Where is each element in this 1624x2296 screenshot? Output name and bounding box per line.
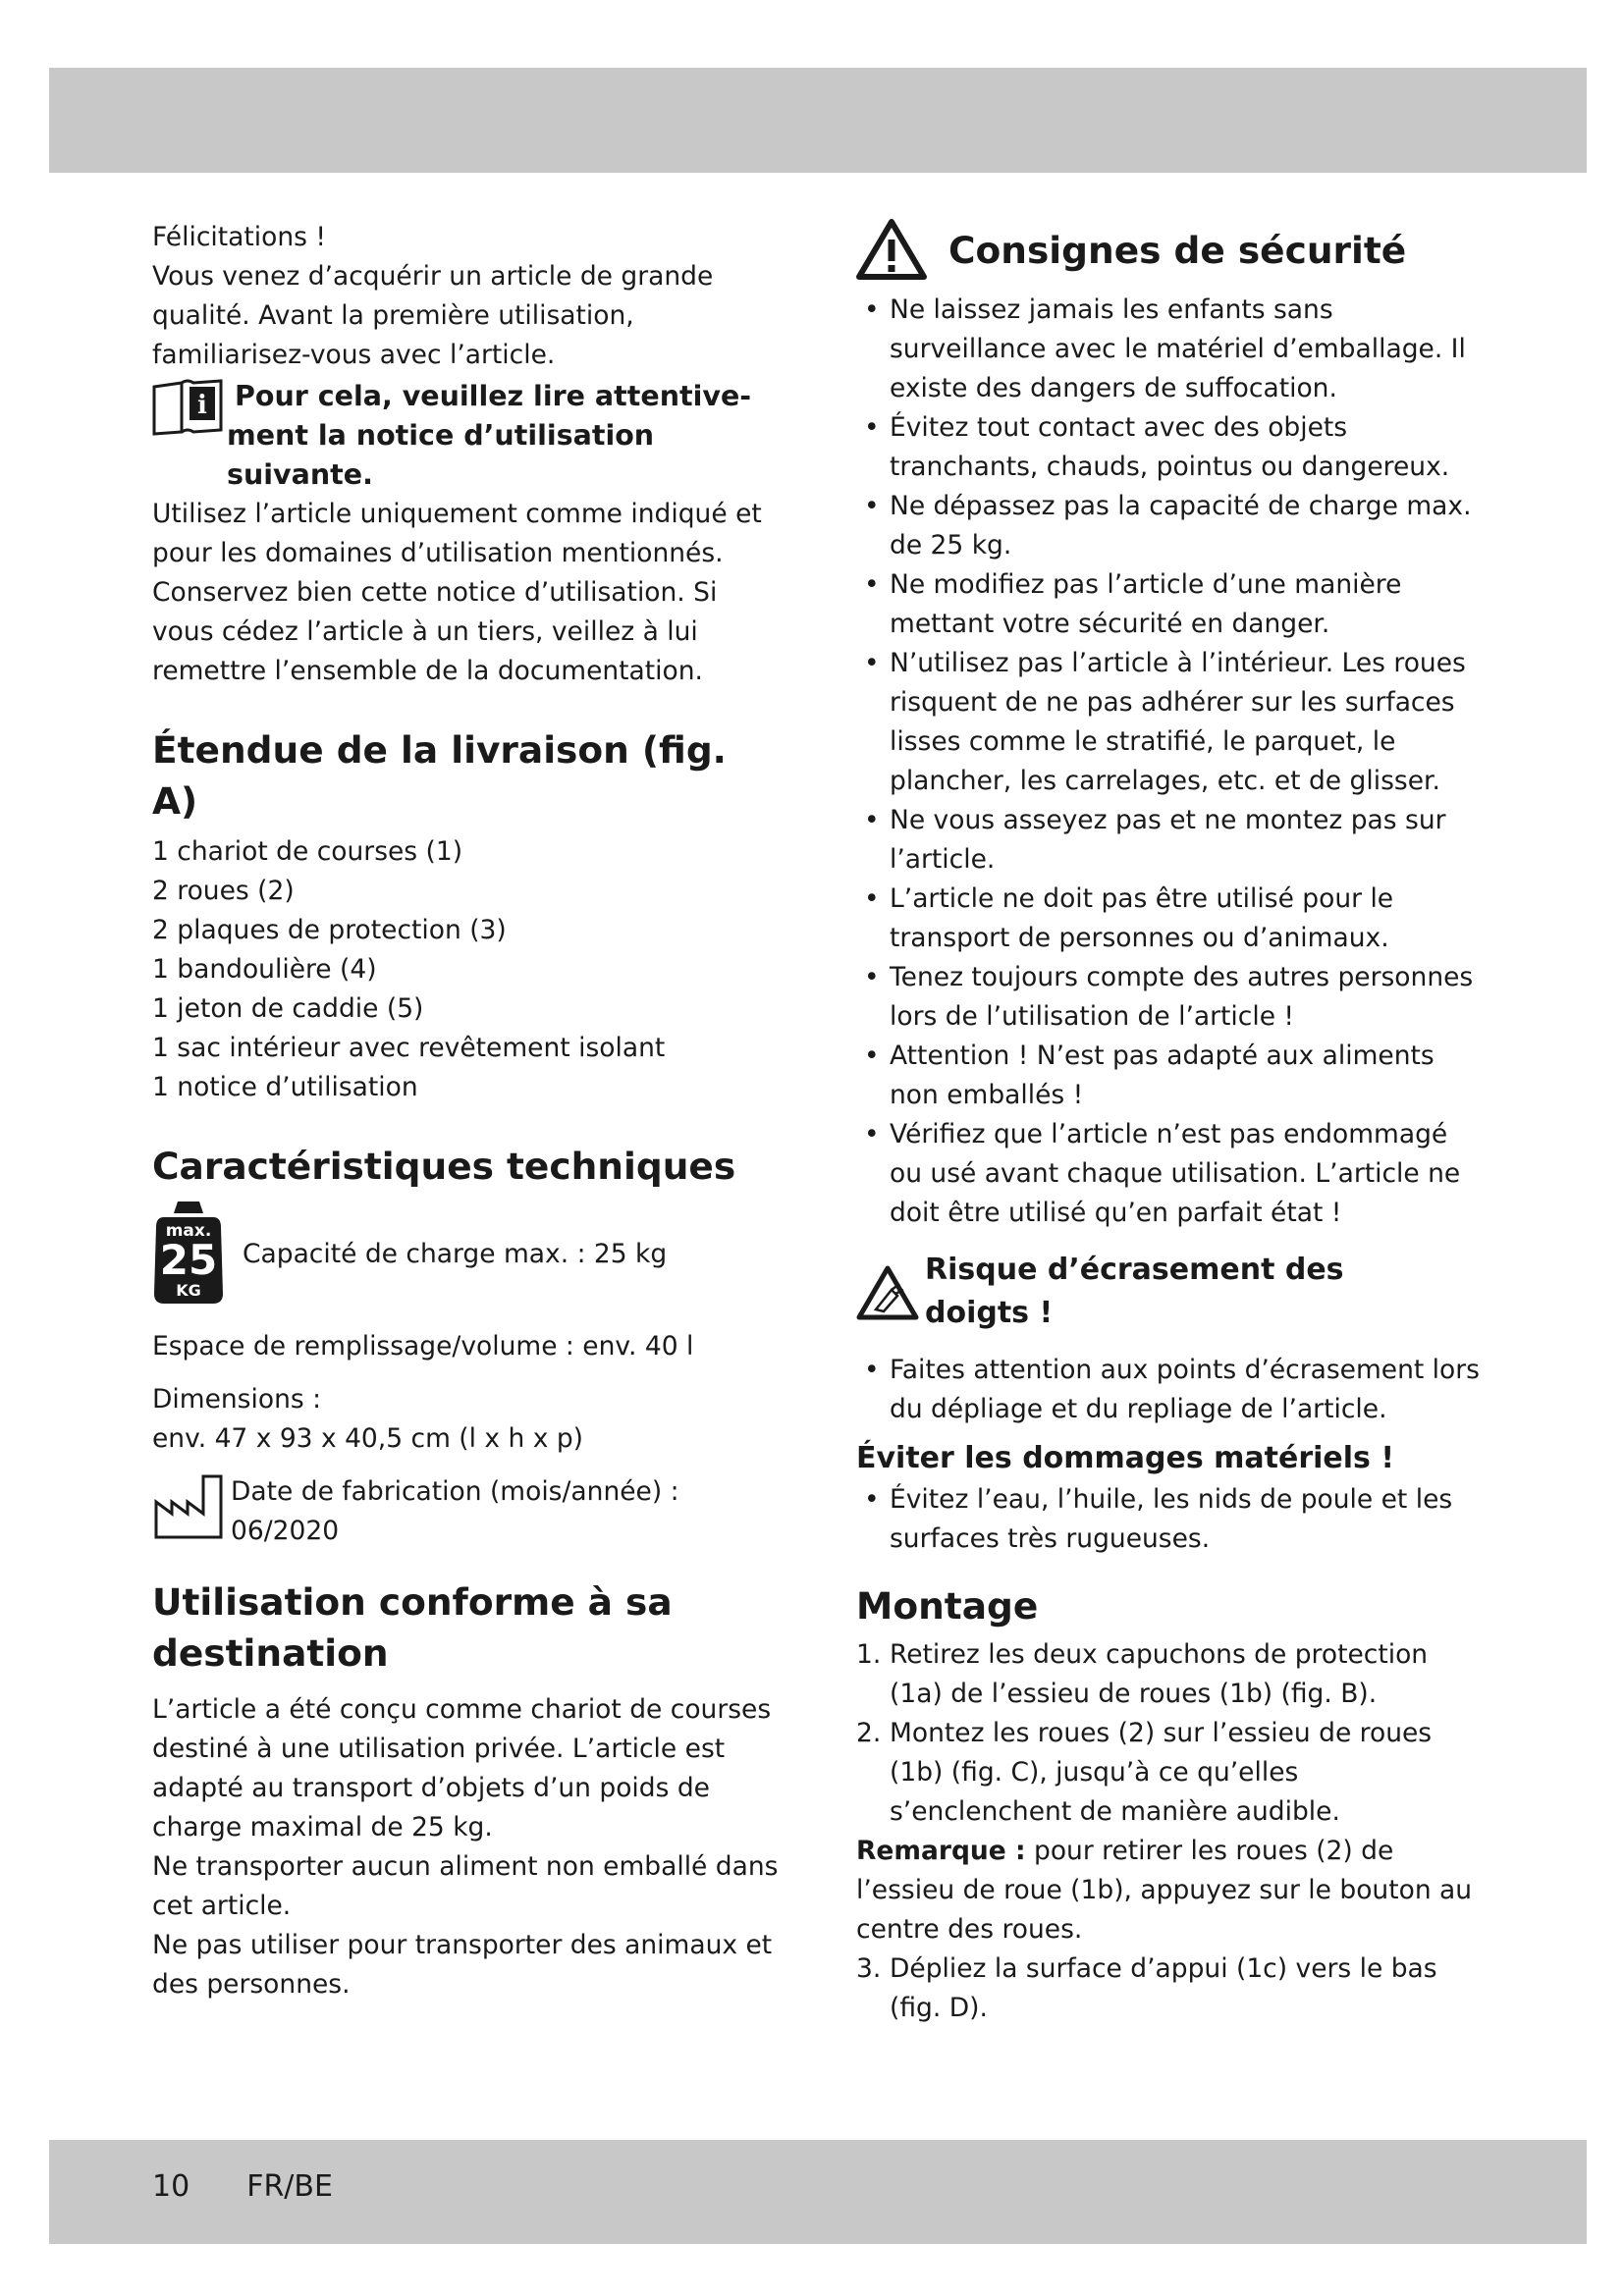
- manufacture-label: Date de fabrication (mois/année) :: [231, 1476, 679, 1507]
- intro-text: Vous venez d’acquérir un article de grande qualité. Avant la première utilisation, familiarisez-vous avec l’article.: [152, 261, 714, 370]
- safety-item: • Ne vous asseyez pas et ne montez pas sur l’article.: [856, 801, 1485, 880]
- damage-item: • Évitez l’eau, l’huile, les nids de poule et les surfaces très rugueuses.: [856, 1480, 1485, 1559]
- manufacture-row: [152, 1472, 781, 1551]
- delivery-item: 2 plaques de protection (3): [152, 915, 507, 945]
- weight-icon-max: max.: [165, 1221, 212, 1241]
- dimensions-label: Dimensions :: [152, 1384, 322, 1415]
- assembly-step-number: 1.: [856, 1639, 882, 1670]
- delivery-item: 2 roues (2): [152, 876, 295, 906]
- assembly-step: [856, 1714, 1485, 1832]
- tech-title: Caractéristiques techniques: [152, 1145, 736, 1188]
- safety-item: • N’utilisez pas l’article à l’intérieur. Les roues risquent de ne pas adhérer sur les surfaces lisses comme le stratifié, le parquet, le plancher, les carrelages, etc. et de glisser.: [856, 644, 1485, 801]
- intended-paragraph: L’article a été conçu comme chariot de courses destiné à une utilisation privée. L’article est adapté au transport d’objets d’un poids de charge maximal de 25 kg.: [152, 1694, 772, 1842]
- safety-item: • Évitez tout contact avec des objets tranchants, chauds, pointus ou dangereux.: [856, 408, 1485, 487]
- safety-item: • Attention ! N’est pas adapté aux aliments non emballés !: [856, 1037, 1485, 1115]
- weight-icon-number: 25: [159, 1236, 218, 1284]
- crush-warning-icon: [856, 1249, 925, 1339]
- warning-icon: [856, 218, 931, 283]
- intended-title: Utilisation conforme à sa destination: [152, 1580, 673, 1675]
- delivery-item: 1 chariot de courses (1): [152, 836, 463, 867]
- capacity-row: [152, 1200, 781, 1309]
- remark: [856, 1832, 1485, 1949]
- delivery-item: 1 bandoulière (4): [152, 954, 377, 985]
- safety-item: • Ne modifiez pas l’article d’une manière mettant votre sécurité en danger.: [856, 565, 1485, 644]
- crush-header: [856, 1249, 1485, 1339]
- crush-title: Risque d’écrasement des doigts !: [925, 1253, 1344, 1330]
- notice-line-2: ment la notice d’utilisation suivante.: [227, 419, 655, 491]
- safety-item: • L’article ne doit pas être utilisé pour le transport de personnes ou d’animaux.: [856, 880, 1485, 958]
- safety-list: [856, 291, 1485, 1233]
- assembly-step-text: Dépliez la surface d’appui (1c) vers le bas (fig. D).: [890, 1953, 1437, 2023]
- header-bar: [49, 68, 1587, 173]
- volume-text: Espace de remplissage/volume : env. 40 l: [152, 1331, 694, 1362]
- safety-item: • Tenez toujours compte des autres personnes lors de l’utilisation de l’article !: [856, 958, 1485, 1037]
- damage-title: Éviter les dommages matériels !: [856, 1441, 1395, 1475]
- remark-text: pour retirer les roues (2) de l’essieu de roue (1b), appuyez sur le bouton au centre des roues.: [856, 1836, 1473, 1945]
- assembly-step-number: 2.: [856, 1718, 882, 1748]
- capacity-text: Capacité de charge max. : 25 kg: [243, 1239, 668, 1269]
- intended-paragraph: Ne pas utiliser pour transporter des animaux et des personnes.: [152, 1930, 773, 2000]
- manual-info-icon: [152, 377, 227, 440]
- manufacture-value: 06/2020: [231, 1516, 340, 1546]
- safety-title: Consignes de sécurité: [948, 229, 1407, 272]
- left-column: [152, 218, 781, 2004]
- assembly-steps: [856, 1635, 1485, 1832]
- damage-list: [856, 1480, 1485, 1559]
- weight-icon: [152, 1200, 233, 1309]
- assembly-step: [856, 1949, 1485, 2028]
- intended-text: [152, 1690, 781, 2004]
- safety-item: • Vérifiez que l’article n’est pas endommagé ou usé avant chaque utilisation. L’article ne doit être utilisé qu’en parfait état !: [856, 1115, 1485, 1233]
- intro-greeting: Félicitations !: [152, 222, 326, 252]
- notice-line-1: Pour cela, veuillez lire attentive-: [235, 380, 752, 412]
- crush-list: [856, 1351, 1485, 1429]
- crush-item: • Faites attention aux points d’écrasement lors du dépliage et du repliage de l’article.: [856, 1351, 1485, 1429]
- dimensions-value: env. 47 x 93 x 40,5 cm (l x h x p): [152, 1423, 584, 1454]
- delivery-list: [152, 832, 781, 1107]
- factory-date-icon: [152, 1472, 231, 1541]
- remark-label: Remarque :: [856, 1836, 1026, 1866]
- assembly-step: [856, 1635, 1485, 1714]
- page-footer: [152, 2169, 390, 2204]
- right-column: [856, 218, 1485, 2028]
- delivery-title: Étendue de la livraison (fig. A): [152, 728, 727, 823]
- intended-paragraph: Ne transporter aucun aliment non emballé dans cet article.: [152, 1851, 779, 1921]
- delivery-item: 1 sac intérieur avec revêtement isolant: [152, 1033, 666, 1063]
- safety-header: [856, 218, 1485, 283]
- safety-item: • Ne laissez jamais les enfants sans surveillance avec le matériel d’emballage. Il existe des dangers de suffocation.: [856, 291, 1485, 408]
- assembly-title: Montage: [856, 1584, 1039, 1628]
- delivery-item: 1 jeton de caddie (5): [152, 993, 424, 1024]
- assembly-step-number: 3.: [856, 1953, 882, 1984]
- delivery-item: 1 notice d’utilisation: [152, 1072, 418, 1102]
- read-notice-block: [152, 377, 781, 495]
- weight-icon-unit: KG: [176, 1281, 201, 1300]
- safety-item: • Ne dépassez pas la capacité de charge max. de 25 kg.: [856, 487, 1485, 565]
- assembly-step-text: Retirez les deux capuchons de protection (1a) de l’essieu de roues (1b) (fig. B).: [890, 1639, 1429, 1709]
- assembly-step-text: Montez les roues (2) sur l’essieu de roues (1b) (fig. C), jusqu’à ce qu’elles s’enclenchent de manière audible.: [890, 1718, 1433, 1827]
- page-number: 10: [152, 2169, 190, 2204]
- language-code: FR/BE: [246, 2169, 333, 2204]
- usage-text: Utilisez l’article uniquement comme indiqué et pour les domaines d’utilisation mentionnés. Conservez bien cette notice d’utilisation. Si vous cédez l’article à un tiers, veillez à lui remettre l’ensemble de la documentation.: [152, 499, 762, 686]
- assembly-steps-continued: [856, 1949, 1485, 2028]
- svg-text:i: i: [197, 391, 207, 420]
